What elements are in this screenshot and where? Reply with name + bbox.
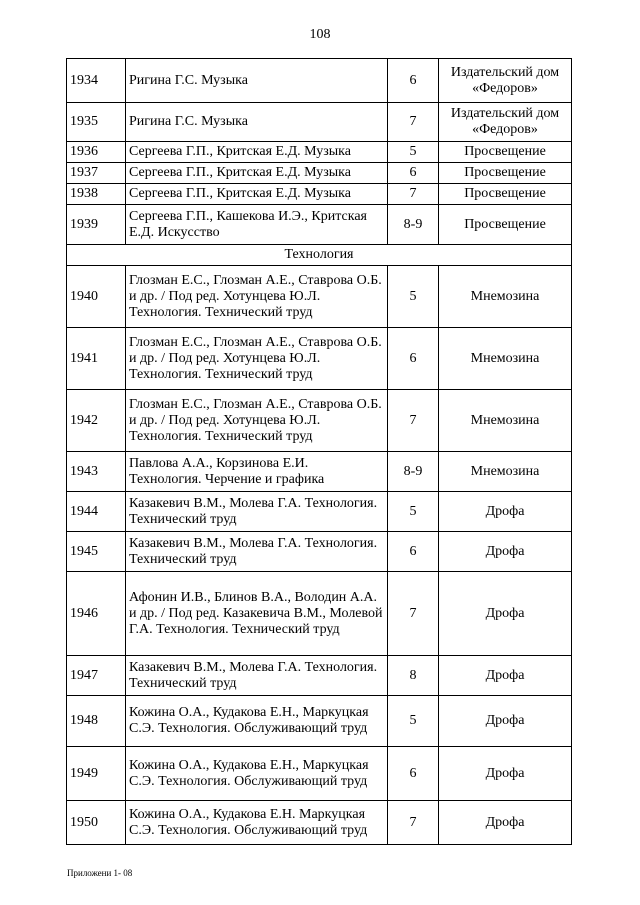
author-title: Афонин И.В., Блинов В.А., Володин А.А. и др. / Под ред. Казакевича В.М., Молевой Г.А. Технология. Технический труд — [126, 572, 388, 656]
grade-level: 7 — [388, 390, 439, 452]
grade-level: 5 — [388, 696, 439, 747]
grade-level: 7 — [388, 103, 439, 142]
row-number: 1949 — [67, 747, 126, 801]
grade-level: 6 — [388, 163, 439, 184]
row-number: 1946 — [67, 572, 126, 656]
table-row — [67, 747, 572, 801]
table-row — [67, 142, 572, 163]
publisher-name: Просвещение — [439, 184, 572, 205]
table-row — [67, 452, 572, 492]
grade-level: 7 — [388, 184, 439, 205]
textbook-table — [66, 58, 572, 845]
grade-level: 8-9 — [388, 452, 439, 492]
author-title: Казакевич В.М., Молева Г.А. Технология. Технический труд — [126, 492, 388, 532]
publisher-name: Дрофа — [439, 656, 572, 696]
table-row — [67, 205, 572, 245]
grade-level: 6 — [388, 328, 439, 390]
row-number: 1950 — [67, 801, 126, 845]
table-row — [67, 696, 572, 747]
technology-rows — [67, 266, 572, 845]
row-number: 1938 — [67, 184, 126, 205]
author-title: Глозман Е.С., Глозман А.Е., Ставрова О.Б. и др. / Под ред. Хотунцева Ю.Л. Технология. Технический труд — [126, 266, 388, 328]
row-number: 1941 — [67, 328, 126, 390]
row-number: 1945 — [67, 532, 126, 572]
table-row — [67, 59, 572, 103]
publisher-name: Дрофа — [439, 696, 572, 747]
section-header-row — [67, 245, 572, 266]
publisher-name: Дрофа — [439, 801, 572, 845]
table-row — [67, 656, 572, 696]
author-title: Кожина О.А., Кудакова Е.Н. Маркуцкая С.Э. Технология. Обслуживающий труд — [126, 801, 388, 845]
publisher-name: Дрофа — [439, 572, 572, 656]
grade-level: 5 — [388, 266, 439, 328]
row-number: 1944 — [67, 492, 126, 532]
section-header-group — [67, 245, 572, 266]
author-title: Кожина О.А., Кудакова Е.Н., Маркуцкая С.Э. Технология. Обслуживающий труд — [126, 696, 388, 747]
table-row — [67, 390, 572, 452]
table-row — [67, 163, 572, 184]
table-row — [67, 103, 572, 142]
author-title: Ригина Г.С. Музыка — [126, 103, 388, 142]
grade-level: 5 — [388, 142, 439, 163]
row-number: 1942 — [67, 390, 126, 452]
publisher-name: Издательский дом «Федоров» — [439, 103, 572, 142]
publisher-name: Просвещение — [439, 142, 572, 163]
author-title: Сергеева Г.П., Критская Е.Д. Музыка — [126, 163, 388, 184]
table-row — [67, 328, 572, 390]
grade-level: 8-9 — [388, 205, 439, 245]
grade-level: 6 — [388, 532, 439, 572]
publisher-name: Просвещение — [439, 163, 572, 184]
author-title: Сергеева Г.П., Критская Е.Д. Музыка — [126, 184, 388, 205]
grade-level: 7 — [388, 801, 439, 845]
table-row — [67, 492, 572, 532]
section-title: Технология — [67, 245, 572, 266]
author-title: Сергеева Г.П., Кашекова И.Э., Критская Е.Д. Искусство — [126, 205, 388, 245]
author-title: Глозман Е.С., Глозман А.Е., Ставрова О.Б. и др. / Под ред. Хотунцева Ю.Л. Технология. Технический труд — [126, 328, 388, 390]
row-number: 1937 — [67, 163, 126, 184]
author-title: Казакевич В.М., Молева Г.А. Технология. Технический труд — [126, 532, 388, 572]
author-title: Кожина О.А., Кудакова Е.Н., Маркуцкая С.Э. Технология. Обслуживающий труд — [126, 747, 388, 801]
author-title: Ригина Г.С. Музыка — [126, 59, 388, 103]
grade-level: 5 — [388, 492, 439, 532]
table-row — [67, 184, 572, 205]
publisher-name: Дрофа — [439, 747, 572, 801]
row-number: 1940 — [67, 266, 126, 328]
table-row — [67, 801, 572, 845]
table-row — [67, 266, 572, 328]
row-number: 1934 — [67, 59, 126, 103]
publisher-name: Издательский дом «Федоров» — [439, 59, 572, 103]
author-title: Глозман Е.С., Глозман А.Е., Ставрова О.Б. и др. / Под ред. Хотунцева Ю.Л. Технология. Технический труд — [126, 390, 388, 452]
grade-level: 6 — [388, 747, 439, 801]
row-number: 1935 — [67, 103, 126, 142]
row-number: 1943 — [67, 452, 126, 492]
publisher-name: Мнемозина — [439, 328, 572, 390]
author-title: Павлова А.А., Корзинова Е.И. Технология. Черчение и графика — [126, 452, 388, 492]
grade-level: 7 — [388, 572, 439, 656]
publisher-name: Мнемозина — [439, 266, 572, 328]
grade-level: 8 — [388, 656, 439, 696]
author-title: Сергеева Г.П., Критская Е.Д. Музыка — [126, 142, 388, 163]
publisher-name: Дрофа — [439, 492, 572, 532]
page-number: 108 — [309, 27, 331, 42]
music-rows — [67, 59, 572, 245]
row-number: 1936 — [67, 142, 126, 163]
publisher-name: Мнемозина — [439, 452, 572, 492]
publisher-name: Мнемозина — [439, 390, 572, 452]
footer-note: Приложени 1- 08 — [67, 868, 133, 878]
author-title: Казакевич В.М., Молева Г.А. Технология. Технический труд — [126, 656, 388, 696]
publisher-name: Просвещение — [439, 205, 572, 245]
grade-level: 6 — [388, 59, 439, 103]
row-number: 1947 — [67, 656, 126, 696]
row-number: 1948 — [67, 696, 126, 747]
publisher-name: Дрофа — [439, 532, 572, 572]
table-row — [67, 532, 572, 572]
row-number: 1939 — [67, 205, 126, 245]
table-row — [67, 572, 572, 656]
